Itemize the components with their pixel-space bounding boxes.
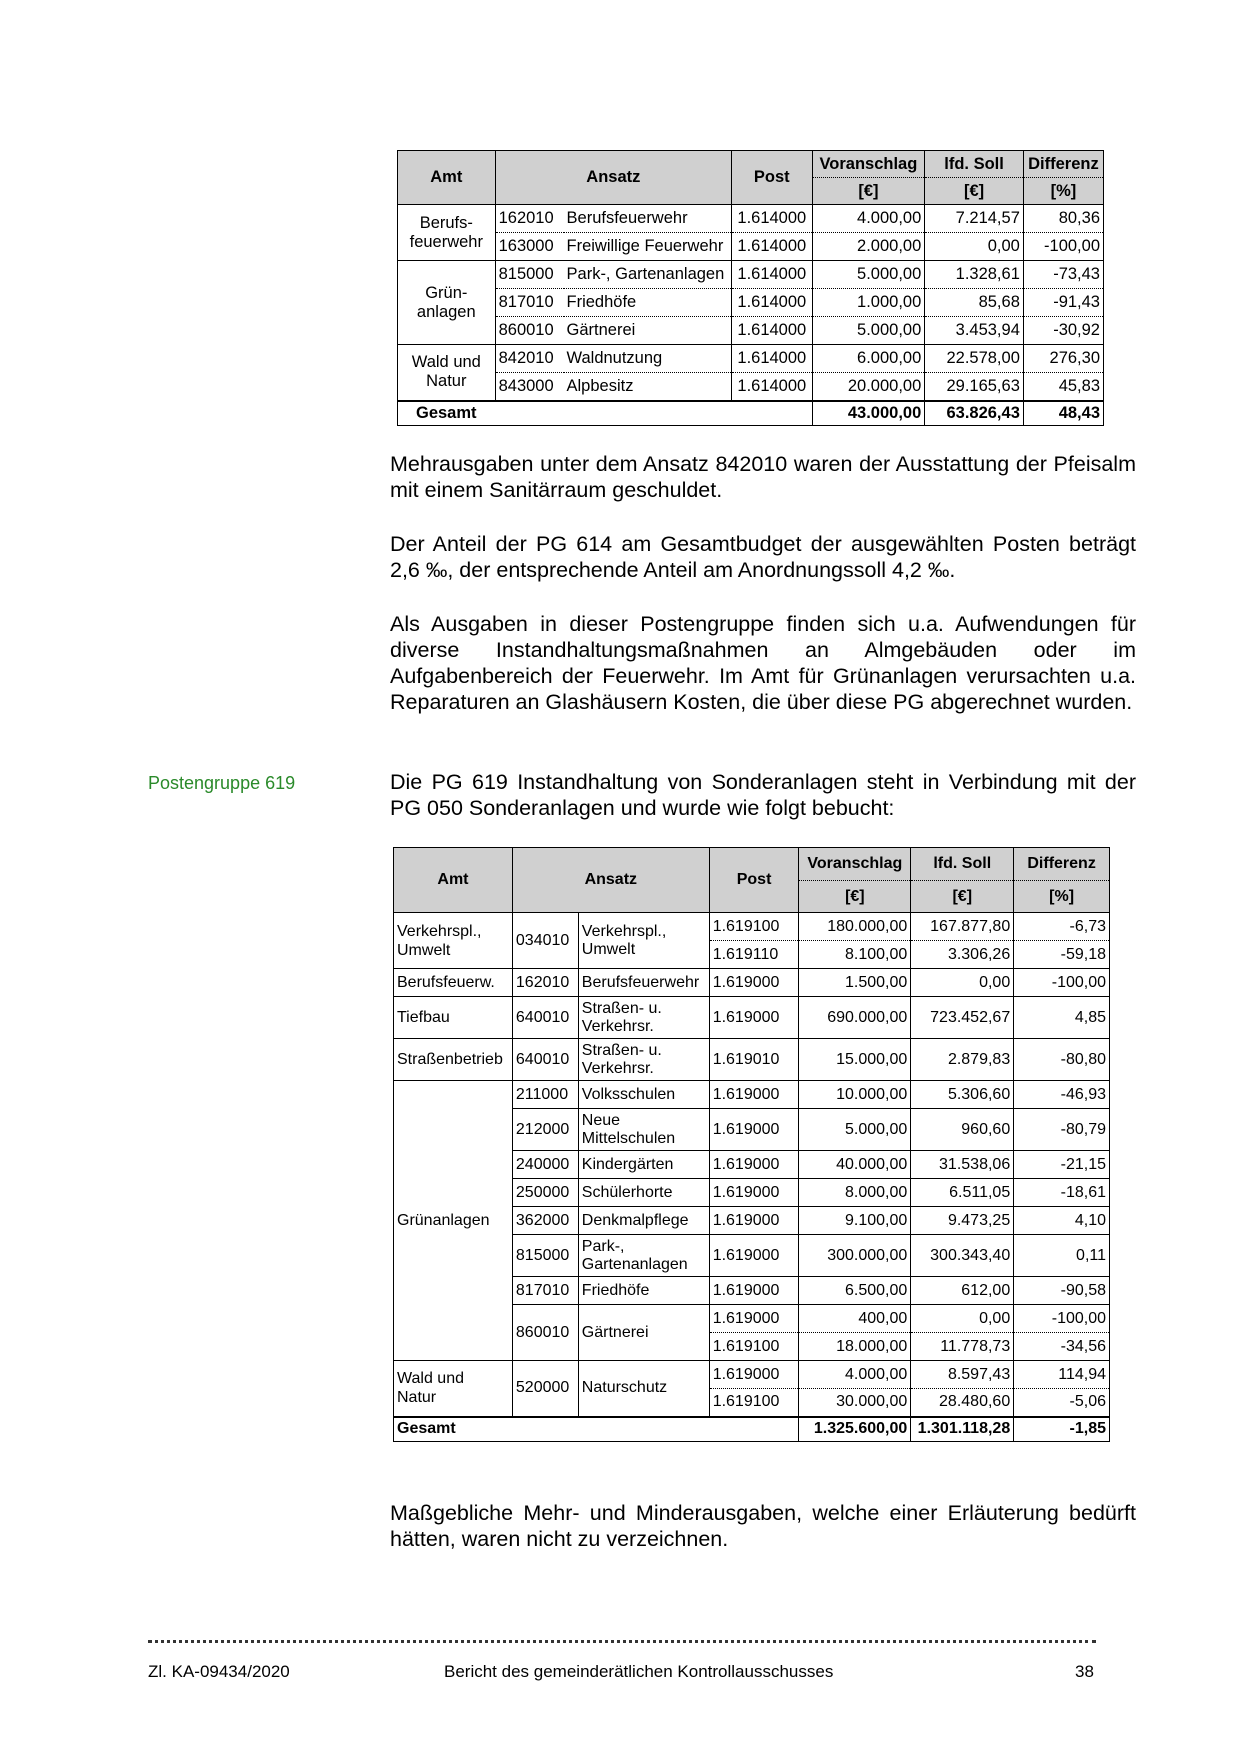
cell-post: 1.619000 xyxy=(709,1081,799,1109)
cell-post: 1.619000 xyxy=(709,1151,799,1179)
cell-differenz: -73,43 xyxy=(1023,261,1103,289)
cell-differenz: -59,18 xyxy=(1014,941,1110,969)
cell-lfd-soll: 22.578,00 xyxy=(925,345,1024,373)
table-row xyxy=(394,969,1110,997)
header-unit-percent: [%] xyxy=(1023,178,1103,205)
cell-ansatz-name: Gärtnerei xyxy=(578,1305,709,1361)
cell-amt: Wald und Natur xyxy=(398,345,496,401)
cell-lfd-soll: 1.328,61 xyxy=(925,261,1024,289)
cell-post: 1.619000 xyxy=(709,1305,799,1333)
header-lfd-soll: lfd. Soll xyxy=(911,848,1014,881)
total-differenz: -1,85 xyxy=(1014,1417,1110,1442)
table-row xyxy=(398,345,1104,373)
cell-lfd-soll: 28.480,60 xyxy=(911,1389,1014,1417)
cell-amt: Straßenbetrieb xyxy=(394,1039,513,1081)
cell-post: 1.619000 xyxy=(709,1207,799,1235)
cell-lfd-soll: 0,00 xyxy=(925,233,1024,261)
cell-lfd-soll: 5.306,60 xyxy=(911,1081,1014,1109)
cell-ansatz-code: 162010 xyxy=(512,969,578,997)
cell-voranschlag: 20.000,00 xyxy=(812,373,925,401)
cell-voranschlag: 8.000,00 xyxy=(799,1179,911,1207)
cell-differenz: 45,83 xyxy=(1023,373,1103,401)
cell-ansatz-name: Straßen- u. Verkehrsr. xyxy=(578,997,709,1039)
cell-voranschlag: 5.000,00 xyxy=(812,317,925,345)
cell-post: 1.619000 xyxy=(709,1109,799,1151)
cell-differenz: -90,58 xyxy=(1014,1277,1110,1305)
cell-post: 1.619100 xyxy=(709,913,799,941)
cell-ansatz-code: 640010 xyxy=(512,1039,578,1081)
cell-voranschlag: 8.100,00 xyxy=(799,941,911,969)
cell-ansatz-name: Friedhöfe xyxy=(578,1277,709,1305)
cell-ansatz-code: 860010 xyxy=(495,317,563,345)
header-post: Post xyxy=(732,151,813,205)
cell-lfd-soll: 0,00 xyxy=(911,1305,1014,1333)
header-differenz: Differenz xyxy=(1014,848,1110,881)
cell-lfd-soll: 300.343,40 xyxy=(911,1235,1014,1277)
cell-lfd-soll: 31.538,06 xyxy=(911,1151,1014,1179)
cell-voranschlag: 30.000,00 xyxy=(799,1389,911,1417)
cell-ansatz-name: Denkmalpflege xyxy=(578,1207,709,1235)
total-label: Gesamt xyxy=(394,1417,799,1442)
paragraph: Als Ausgaben in dieser Postengruppe finden sich u.a. Aufwendungen für diverse Instandhaltungsmaßnahmen an Almgebäuden oder im Aufgabenbereich der Feuerwehr. Im Amt für Grünanlagen verursachten u.a. Reparaturen an Glashäusern Kosten, die über diese PG abgerechnet wurden. xyxy=(390,612,1136,714)
cell-differenz: 4,85 xyxy=(1014,997,1110,1039)
cell-voranschlag: 1.000,00 xyxy=(812,289,925,317)
table-row xyxy=(398,373,1104,401)
cell-ansatz-name: Straßen- u. Verkehrsr. xyxy=(578,1039,709,1081)
cell-ansatz-code: 162010 xyxy=(495,205,563,233)
cell-lfd-soll: 7.214,57 xyxy=(925,205,1024,233)
cell-ansatz-name: Schülerhorte xyxy=(578,1179,709,1207)
footer-title: Bericht des gemeinderätlichen Kontrollausschusses xyxy=(444,1662,834,1681)
header-unit-percent: [%] xyxy=(1014,881,1110,913)
cell-amt: Berufs- feuerwehr xyxy=(398,205,496,261)
cell-ansatz-code: 163000 xyxy=(495,233,563,261)
total-lfd-soll: 1.301.118,28 xyxy=(911,1417,1014,1442)
cell-voranschlag: 6.500,00 xyxy=(799,1277,911,1305)
paragraph: Mehrausgaben unter dem Ansatz 842010 waren der Ausstattung der Pfeisalm mit einem Sanitärraum geschuldet. xyxy=(390,452,1136,502)
cell-voranschlag: 4.000,00 xyxy=(812,205,925,233)
cell-ansatz-code: 240000 xyxy=(512,1151,578,1179)
cell-ansatz-name: Waldnutzung xyxy=(564,345,732,373)
cell-ansatz-name: Kindergärten xyxy=(578,1151,709,1179)
total-voranschlag: 43.000,00 xyxy=(812,401,925,426)
cell-voranschlag: 400,00 xyxy=(799,1305,911,1333)
cell-voranschlag: 690.000,00 xyxy=(799,997,911,1039)
cell-differenz: -100,00 xyxy=(1014,1305,1110,1333)
cell-ansatz-name: Berufsfeuerwehr xyxy=(578,969,709,997)
cell-ansatz-code: 640010 xyxy=(512,997,578,1039)
cell-differenz: -100,00 xyxy=(1023,233,1103,261)
cell-lfd-soll: 29.165,63 xyxy=(925,373,1024,401)
cell-lfd-soll: 6.511,05 xyxy=(911,1179,1014,1207)
header-differenz: Differenz xyxy=(1023,151,1103,178)
table-row xyxy=(398,205,1104,233)
cell-differenz: -21,15 xyxy=(1014,1151,1110,1179)
table-row xyxy=(398,289,1104,317)
cell-post: 1.619000 xyxy=(709,969,799,997)
cell-amt: Tiefbau xyxy=(394,997,513,1039)
cell-ansatz-code: 034010 xyxy=(512,913,578,969)
header-ansatz: Ansatz xyxy=(512,848,709,913)
cell-post: 1.619000 xyxy=(709,997,799,1039)
cell-post: 1.614000 xyxy=(732,233,813,261)
cell-ansatz-code: 843000 xyxy=(495,373,563,401)
cell-ansatz-name: Neue Mittelschulen xyxy=(578,1109,709,1151)
table-pg614 xyxy=(397,150,1104,426)
table-row xyxy=(394,1081,1110,1109)
cell-differenz: -6,73 xyxy=(1014,913,1110,941)
cell-post: 1.614000 xyxy=(732,317,813,345)
table-row xyxy=(394,997,1110,1039)
cell-lfd-soll: 167.877,80 xyxy=(911,913,1014,941)
cell-lfd-soll: 8.597,43 xyxy=(911,1361,1014,1389)
table-body xyxy=(398,205,1104,426)
table-row xyxy=(398,317,1104,345)
footer-reference: Zl. KA-09434/2020 xyxy=(148,1662,290,1681)
cell-differenz: 0,11 xyxy=(1014,1235,1110,1277)
header-voranschlag: Voranschlag xyxy=(799,848,911,881)
cell-ansatz-name: Berufsfeuerwehr xyxy=(564,205,732,233)
header-ansatz: Ansatz xyxy=(495,151,731,205)
cell-voranschlag: 4.000,00 xyxy=(799,1361,911,1389)
cell-post: 1.614000 xyxy=(732,289,813,317)
cell-amt: Grün- anlagen xyxy=(398,261,496,345)
cell-post: 1.619110 xyxy=(709,941,799,969)
cell-amt: Wald und Natur xyxy=(394,1361,513,1417)
header-amt: Amt xyxy=(394,848,513,913)
cell-differenz: -91,43 xyxy=(1023,289,1103,317)
cell-lfd-soll: 9.473,25 xyxy=(911,1207,1014,1235)
cell-voranschlag: 9.100,00 xyxy=(799,1207,911,1235)
cell-voranschlag: 5.000,00 xyxy=(799,1109,911,1151)
cell-amt: Berufsfeuerw. xyxy=(394,969,513,997)
cell-ansatz-name: Naturschutz xyxy=(578,1361,709,1417)
cell-post: 1.614000 xyxy=(732,373,813,401)
total-row xyxy=(398,401,1104,426)
cell-ansatz-name: Friedhöfe xyxy=(564,289,732,317)
table-row xyxy=(398,261,1104,289)
cell-differenz: -80,80 xyxy=(1014,1039,1110,1081)
cell-differenz: 114,94 xyxy=(1014,1361,1110,1389)
table-body xyxy=(394,913,1110,1442)
cell-ansatz-name: Park-, Gartenanlagen xyxy=(578,1235,709,1277)
cell-ansatz-name: Park-, Gartenanlagen xyxy=(564,261,732,289)
cell-differenz: 4,10 xyxy=(1014,1207,1110,1235)
header-amt: Amt xyxy=(398,151,496,205)
cell-post: 1.619000 xyxy=(709,1235,799,1277)
total-differenz: 48,43 xyxy=(1023,401,1103,426)
header-voranschlag: Voranschlag xyxy=(812,151,925,178)
cell-lfd-soll: 960,60 xyxy=(911,1109,1014,1151)
cell-lfd-soll: 85,68 xyxy=(925,289,1024,317)
cell-voranschlag: 180.000,00 xyxy=(799,913,911,941)
cell-ansatz-code: 815000 xyxy=(512,1235,578,1277)
cell-differenz: 80,36 xyxy=(1023,205,1103,233)
cell-lfd-soll: 3.306,26 xyxy=(911,941,1014,969)
cell-ansatz-code: 842010 xyxy=(495,345,563,373)
cell-voranschlag: 40.000,00 xyxy=(799,1151,911,1179)
cell-ansatz-code: 860010 xyxy=(512,1305,578,1361)
cell-voranschlag: 18.000,00 xyxy=(799,1333,911,1361)
header-post: Post xyxy=(709,848,799,913)
table-row xyxy=(394,1039,1110,1081)
cell-voranschlag: 1.500,00 xyxy=(799,969,911,997)
header-lfd-soll: lfd. Soll xyxy=(925,151,1024,178)
cell-ansatz-name: Freiwillige Feuerwehr xyxy=(564,233,732,261)
cell-lfd-soll: 0,00 xyxy=(911,969,1014,997)
cell-post: 1.614000 xyxy=(732,205,813,233)
cell-voranschlag: 5.000,00 xyxy=(812,261,925,289)
total-label: Gesamt xyxy=(398,401,813,426)
cell-ansatz-code: 815000 xyxy=(495,261,563,289)
cell-lfd-soll: 3.453,94 xyxy=(925,317,1024,345)
cell-post: 1.614000 xyxy=(732,345,813,373)
cell-post: 1.619100 xyxy=(709,1333,799,1361)
total-voranschlag: 1.325.600,00 xyxy=(799,1417,911,1442)
total-lfd-soll: 63.826,43 xyxy=(925,401,1024,426)
cell-voranschlag: 300.000,00 xyxy=(799,1235,911,1277)
cell-voranschlag: 6.000,00 xyxy=(812,345,925,373)
paragraph: Maßgebliche Mehr- und Minderausgaben, welche einer Erläuterung bedürft hätten, waren nicht zu verzeichnen. xyxy=(390,1501,1136,1551)
cell-differenz: 276,30 xyxy=(1023,345,1103,373)
cell-ansatz-code: 212000 xyxy=(512,1109,578,1151)
table-pg619 xyxy=(393,847,1110,1442)
cell-ansatz-name: Verkehrspl., Umwelt xyxy=(578,913,709,969)
page-number: 38 xyxy=(1075,1662,1094,1681)
cell-differenz: -46,93 xyxy=(1014,1081,1110,1109)
table-row xyxy=(394,1361,1110,1389)
header-unit-eur: [€] xyxy=(799,881,911,913)
cell-ansatz-code: 211000 xyxy=(512,1081,578,1109)
cell-ansatz-name: Volksschulen xyxy=(578,1081,709,1109)
cell-voranschlag: 10.000,00 xyxy=(799,1081,911,1109)
paragraph: Die PG 619 Instandhaltung von Sonderanlagen steht in Verbindung mit der PG 050 Sonderanlagen und wurde wie folgt bebucht: xyxy=(390,770,1136,820)
cell-voranschlag: 15.000,00 xyxy=(799,1039,911,1081)
cell-lfd-soll: 723.452,67 xyxy=(911,997,1014,1039)
header-unit-eur: [€] xyxy=(812,178,925,205)
paragraph: Der Anteil der PG 614 am Gesamtbudget der ausgewählten Posten beträgt 2,6 ‰, der entsprechende Anteil am Anordnungssoll 4,2 ‰. xyxy=(390,532,1136,582)
cell-differenz: -18,61 xyxy=(1014,1179,1110,1207)
cell-post: 1.619000 xyxy=(709,1277,799,1305)
cell-ansatz-code: 520000 xyxy=(512,1361,578,1417)
cell-voranschlag: 2.000,00 xyxy=(812,233,925,261)
total-row xyxy=(394,1417,1110,1442)
side-heading: Postengruppe 619 xyxy=(148,773,296,793)
cell-differenz: -34,56 xyxy=(1014,1333,1110,1361)
header-unit-eur: [€] xyxy=(911,881,1014,913)
cell-amt: Grünanlagen xyxy=(394,1081,513,1361)
cell-ansatz-code: 362000 xyxy=(512,1207,578,1235)
table-row xyxy=(394,913,1110,941)
cell-lfd-soll: 11.778,73 xyxy=(911,1333,1014,1361)
cell-post: 1.619010 xyxy=(709,1039,799,1081)
cell-ansatz-code: 250000 xyxy=(512,1179,578,1207)
cell-lfd-soll: 2.879,83 xyxy=(911,1039,1014,1081)
cell-differenz: -80,79 xyxy=(1014,1109,1110,1151)
table-row xyxy=(398,233,1104,261)
cell-post: 1.619000 xyxy=(709,1179,799,1207)
cell-post: 1.619000 xyxy=(709,1361,799,1389)
cell-post: 1.619100 xyxy=(709,1389,799,1417)
cell-post: 1.614000 xyxy=(732,261,813,289)
cell-differenz: -30,92 xyxy=(1023,317,1103,345)
cell-ansatz-name: Alpbesitz xyxy=(564,373,732,401)
cell-ansatz-name: Gärtnerei xyxy=(564,317,732,345)
cell-ansatz-code: 817010 xyxy=(512,1277,578,1305)
cell-amt: Verkehrspl., Umwelt xyxy=(394,913,513,969)
header-unit-eur: [€] xyxy=(925,178,1024,205)
cell-differenz: -100,00 xyxy=(1014,969,1110,997)
cell-lfd-soll: 612,00 xyxy=(911,1277,1014,1305)
footer-divider xyxy=(148,1640,1096,1643)
cell-differenz: -5,06 xyxy=(1014,1389,1110,1417)
cell-ansatz-code: 817010 xyxy=(495,289,563,317)
